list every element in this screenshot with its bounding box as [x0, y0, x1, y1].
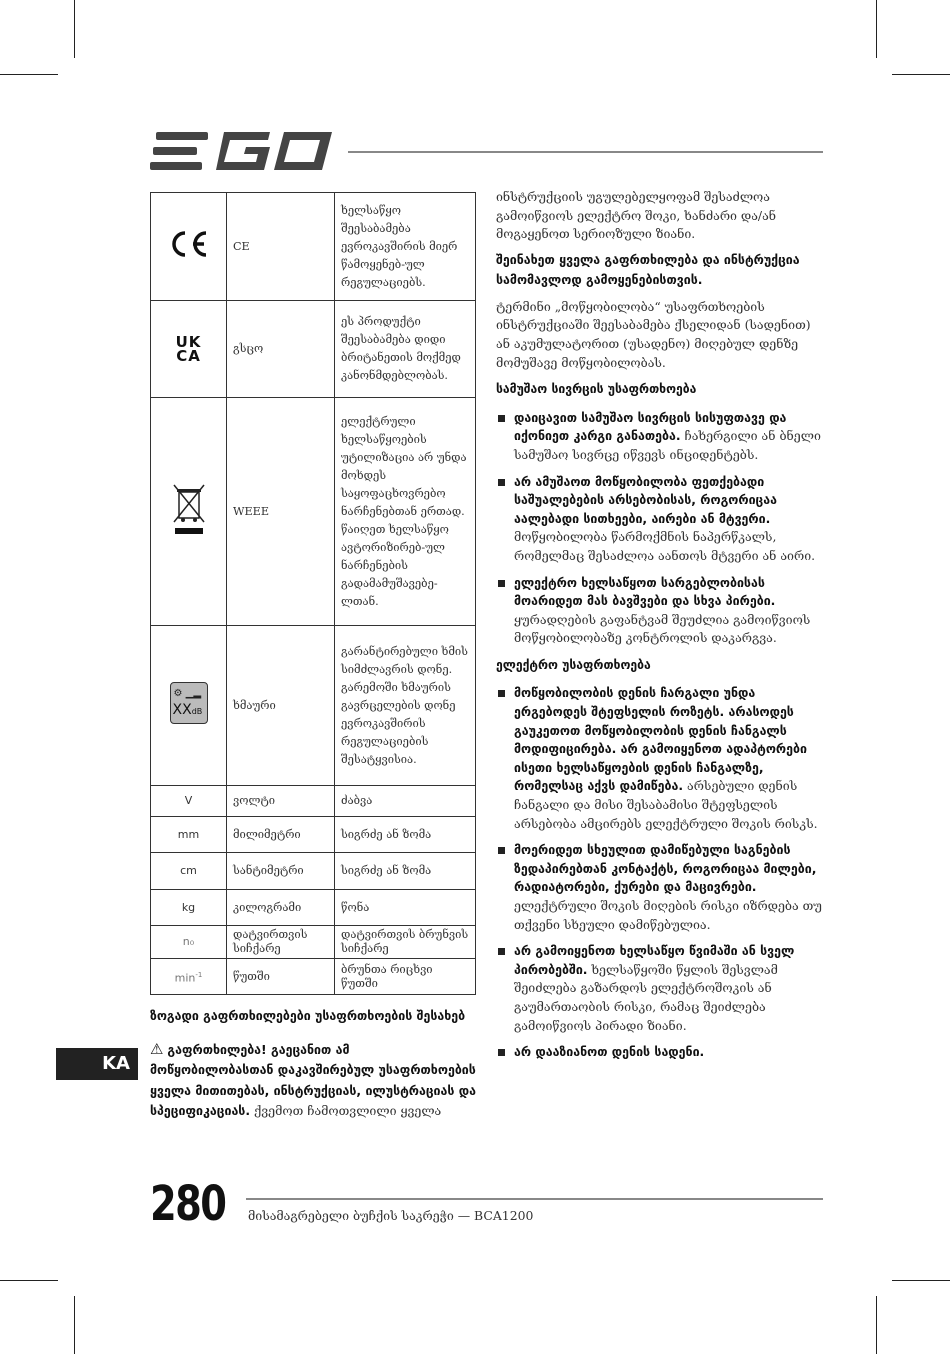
- work-area-list: [496, 409, 826, 648]
- item-text: ელექტრული შოკის მიღების რისკი იზრდება თუ თქვენი სხეული დამიწებულია.: [514, 898, 822, 932]
- list-item: [496, 841, 826, 934]
- table-row: [151, 817, 476, 853]
- right-column: [496, 188, 826, 1070]
- sound-power-icon: ⚙ ▁▂ XXdB: [151, 626, 227, 786]
- list-item: [496, 684, 826, 833]
- work-area-heading: სამუშაო სივრცის უსაფრთხოება: [496, 382, 697, 397]
- warning-triangle-icon: ⚠: [150, 1039, 164, 1058]
- table-row: [151, 398, 476, 626]
- symbol-code: n₀: [151, 926, 227, 959]
- crop-mark: [0, 74, 58, 75]
- symbol-name: დატვირთვის სიჩქარე: [227, 926, 335, 959]
- table-row: [151, 853, 476, 890]
- item-text: ხელსაწყოში წყლის შესვლამ შეიძლება გაზარდოს ელექტროშოკის ან გაუმართაობის რისკი, რამაც შეიძლება გამოიწვიოს პირადი ზიანი.: [514, 961, 778, 1033]
- symbol-name: მილიმეტრი: [227, 817, 335, 853]
- footer-title: მისამაგრებელი ბუჩქის საკრეჭი — BCA1200: [248, 1208, 534, 1223]
- symbol-code: cm: [151, 853, 227, 890]
- symbol-name: CE: [227, 193, 335, 301]
- symbol-name: გსცო: [227, 301, 335, 398]
- table-row: [151, 890, 476, 926]
- crossed-bin-icon: [151, 398, 227, 626]
- list-item: [496, 1043, 826, 1062]
- crop-mark: [74, 0, 75, 58]
- symbol-description: წონა: [335, 890, 476, 926]
- item-bold: არ დააზიანოთ დენის სადენი.: [514, 1044, 705, 1060]
- symbol-name: სანტიმეტრი: [227, 853, 335, 890]
- item-bold: მოწყობილობის დენის ჩარგალი უნდა ერგებოდეს შტეფსელის როზეტს. არასოდეს გაუკეთოთ მოწყობილობის დენის ჩანგალს მოდიფიცირება. არ გამოიყენოთ ადაპტორები ისეთი ხელსაწყოების დენის ჩანგალზე, რომელსაც აქვს დამიწება.: [514, 685, 807, 794]
- list-item: [496, 409, 826, 465]
- crop-mark: [876, 1296, 877, 1354]
- symbol-name: ვოლტი: [227, 786, 335, 817]
- electrical-safety-heading: ელექტრო უსაფრთხოება: [496, 657, 651, 672]
- item-text: ჩახერგილი ან ბნელი სამუშაო სივრცე იწვევს ინციდენტებს.: [514, 428, 821, 462]
- ego-logo: [150, 130, 332, 172]
- warning-bold-text: გაფრთხილება! გაეცანით ამ მოწყობილობასთან დაკავშირებულ უსაფრთხოების ყველა მითითებას, ინსტრუქციას, ილუსტრაციას და სპეციფიკაციას.: [150, 1041, 476, 1118]
- symbol-description: სიგრძე ან ზომა: [335, 853, 476, 890]
- item-bold: დაიცავით სამუშაო სივრცის სისუფთავე და იქონიეთ კარგი განათება.: [514, 409, 787, 444]
- page-number: 280: [150, 1176, 226, 1232]
- table-row: [151, 193, 476, 301]
- ukca-mark-icon: UK CA: [151, 301, 227, 398]
- ce-mark-icon: [151, 193, 227, 301]
- electrical-safety-list: [496, 684, 826, 1061]
- item-bold: არ ამუშაოთ მოწყობილობა ფეთქებადი საშუალებების არსებობისას, როგორიცაა აალებადი სითხეები, აირები ან მტვერი.: [514, 473, 777, 526]
- crop-mark: [74, 1296, 75, 1354]
- item-bold: ელექტრო ხელსაწყოთ სარგებლობისას მოარიდეთ მას ბავშვები და სხვა პირები.: [514, 574, 776, 609]
- warning-paragraph: [150, 1039, 476, 1122]
- list-item: [496, 574, 826, 648]
- section-heading: ზოგადი გაფრთხილებები უსაფრთხოების შესახებ: [150, 1008, 466, 1023]
- symbol-name: WEEE: [227, 398, 335, 626]
- general-warnings-section: [150, 1006, 476, 1134]
- save-instructions-heading: შეინახეთ ყველა გაფრთხილება და ინსტრუქცია სამომავლოდ გამოყენებისთვის.: [496, 251, 800, 287]
- warning-text: ქვემოთ ჩამოთვლილი ყველა: [250, 1103, 442, 1118]
- header-rule: [348, 151, 823, 153]
- paragraph: ინსტრუქციის უგულებელყოფამ შესაძლოა გამოიწვიოს ელექტრო შოკი, ხანძარი და/ან მოგაყენოთ სერიოზული ზიანი.: [496, 189, 777, 242]
- table-row: [151, 626, 476, 786]
- crop-mark: [0, 1280, 58, 1281]
- symbol-description: ბრუნთა რიცხვი წუთში: [335, 959, 476, 995]
- list-item: [496, 942, 826, 1035]
- symbol-description: ძაბვა: [335, 786, 476, 817]
- symbol-description: დატვირთვის ბრუნვის სიჩქარე: [335, 926, 476, 959]
- item-bold: მოერიდეთ სხეულით დამიწებული საგნების ზედაპირებთან კონტაქტს, როგორიცაა მილები, რადიატორები, ქურები და მაცივრები.: [514, 842, 817, 895]
- crop-mark: [892, 1280, 950, 1281]
- crop-mark: [876, 0, 877, 58]
- symbol-description: სიგრძე ან ზომა: [335, 817, 476, 853]
- symbol-code: V: [151, 786, 227, 817]
- table-row: [151, 926, 476, 959]
- item-bold: არ გამოიყენოთ ხელსაწყო წვიმაში ან სველ პირობებში.: [514, 943, 795, 977]
- symbol-table: [150, 192, 476, 995]
- footer-rule: [246, 1198, 823, 1200]
- symbol-description: ხელსაწყო შეესაბამება ევროკავშირის მიერ წამოყენებ-ულ რეგულაციებს.: [335, 193, 476, 301]
- symbol-name: წუთში: [227, 959, 335, 995]
- symbol-name: ხმაური: [227, 626, 335, 786]
- symbol-name: კილოგრამი: [227, 890, 335, 926]
- crop-mark: [892, 74, 950, 75]
- table-row: [151, 786, 476, 817]
- symbol-code: kg: [151, 890, 227, 926]
- symbol-description: ელექტრული ხელსაწყოების უტილიზაცია არ უნდა მოხდეს საყოფაცხოვრებო ნარჩენებთან ერთად. წაიღეთ ხელსაწყო ავტორიზირებ-ულ ნარჩენების გადამამუშავებე-ლთან.: [335, 398, 476, 626]
- item-text: მოწყობილობა წარმოქმნის ნაპერწკალს, რომელმაც შესაძლოა აანთოს მტვერი ან აირი.: [514, 529, 816, 563]
- paragraph: ტერმინი „მოწყობილობა“ უსაფრთხოების ინსტრუქციაში შეესაბამება ქსელიდან (სადენით) ან აკუმულატორით (უსადენო) მიღებულ დენზე მომუშავე მოწყობილობას.: [496, 298, 811, 370]
- table-row: [151, 301, 476, 398]
- symbol-description: გარანტირებული ხმის სიმძლავრის დონე. გარემოში ხმაურის გავრცელების დონე ევროკავშირის რეგულაციების შესატყვისია.: [335, 626, 476, 786]
- symbol-description: ეს პროდუქტი შეესაბამება დიდი ბრიტანეთის მოქმედ კანონმდებლობას.: [335, 301, 476, 398]
- item-text: არსებული დენის ჩანგალი და მისი შესაბამისი შტეფსელის არსებობა ამცირებს ელექტრული შოკის რისკს.: [514, 778, 818, 831]
- symbol-code: mm: [151, 817, 227, 853]
- list-item: [496, 473, 826, 566]
- symbol-code: $\min^{-1}$: [151, 959, 227, 995]
- table-row: [151, 959, 476, 995]
- item-text: ყურადღების გაფანტვამ შეუძლია გამოიწვიოს მოწყობილობაზე კონტროლის დაკარგვა.: [514, 611, 811, 646]
- language-tab: KA: [56, 1048, 138, 1080]
